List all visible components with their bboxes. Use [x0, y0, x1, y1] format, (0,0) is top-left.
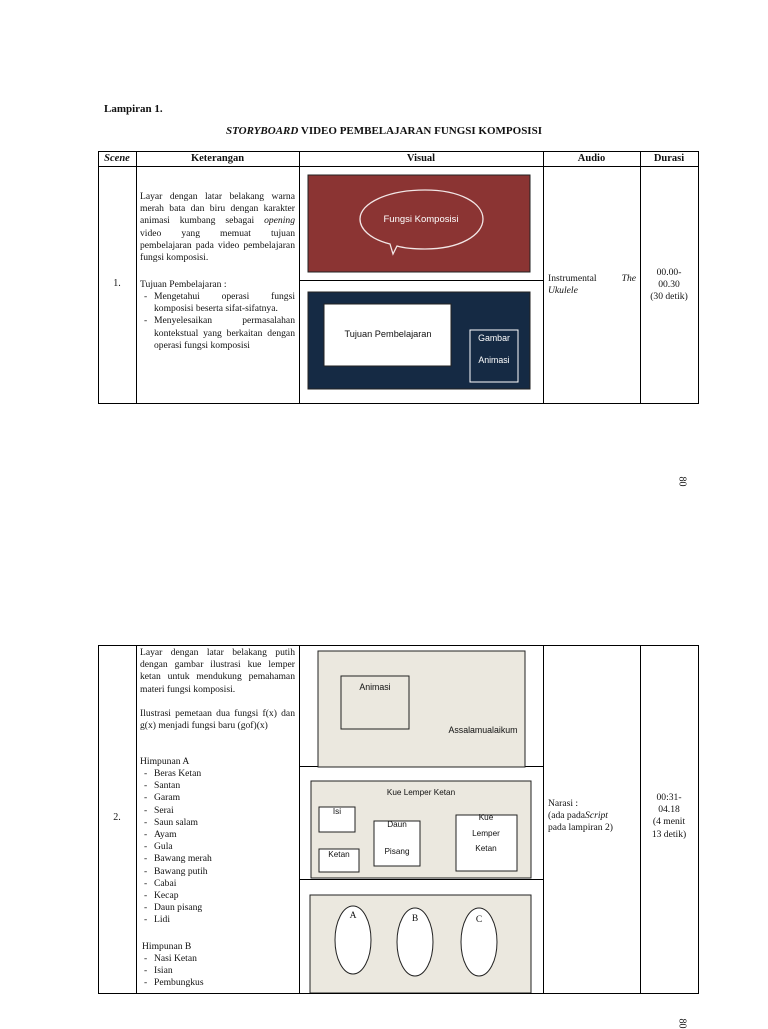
- himpunan-a-list: [140, 768, 295, 927]
- lampiran-label: Lampiran 1.: [104, 103, 163, 115]
- description-opening: opening: [264, 215, 295, 227]
- lemper-label: Lemper: [472, 829, 500, 838]
- bubble-text: Fungsi Komposisi: [383, 214, 459, 225]
- tujuan-heading: Tujuan Pembelajaran :: [140, 279, 227, 290]
- kue-lemper-title: Kue Lemper Ketan: [386, 788, 456, 797]
- list-item: - Beras Ketan: [140, 768, 295, 780]
- column-header-keterangan: Keterangan: [190, 153, 245, 164]
- durasi-text: 00.00- 00.30 (30 detik): [650, 267, 688, 303]
- tujuan-item: - Mengetahui operasi fungsi komposisi beserta sifat-sifatnya.: [140, 291, 295, 315]
- list-item: - Ayam: [140, 829, 295, 841]
- durasi-text: 00:31- 04.18 (4 menit 13 detik): [651, 792, 687, 840]
- column-header-scene: Scene: [104, 153, 130, 164]
- isi-label: Isi: [332, 807, 342, 816]
- list-item: - Daun pisang: [140, 902, 295, 914]
- kue-lemper-ketan-box: [456, 815, 517, 871]
- ilustrasi-text: Ilustrasi pemetaan dua fungsi f(x) dan g(x) menjadi fungsi baru (gof)(x): [140, 708, 295, 732]
- list-item: - Garam: [140, 792, 295, 804]
- column-header-visual: Visual: [406, 153, 436, 164]
- tujuan-list: [140, 291, 295, 352]
- pisang-label: Pisang: [384, 847, 410, 856]
- list-item: - Serai: [140, 805, 295, 817]
- document-title: [0, 125, 768, 137]
- description-text: Layar dengan latar belakang warna merah bata dan biru dengan karakter animasi kumbang sebagai: [140, 191, 295, 227]
- ketan-label: Ketan: [328, 850, 350, 859]
- narasi-lampiran: pada lampiran 2): [548, 822, 613, 834]
- list-item: - Kecap: [140, 890, 295, 902]
- scene1-visual: [300, 167, 543, 403]
- audio-instrumental: Instrumental: [548, 273, 622, 284]
- tujuan-item: - Menyelesaikan permasalahan kontekstual yang berkaitan dengan operasi fungsi komposisi: [140, 315, 295, 352]
- list-item: - Bawang putih: [140, 866, 295, 878]
- animasi-label: Animasi: [359, 682, 391, 692]
- column-header-durasi: Durasi: [653, 153, 685, 164]
- himpunan-b-heading: Himpunan B: [142, 941, 192, 952]
- list-item: - Gula: [140, 841, 295, 853]
- gambar-label: Gambar: [478, 333, 510, 343]
- title-rest: VIDEO PEMBELAJARAN FUNGSI KOMPOSISI: [298, 125, 542, 137]
- tujuan-box-label: Tujuan Pembelajaran: [344, 329, 432, 339]
- audio-title: The Ukulele: [548, 273, 636, 297]
- narasi-label: Narasi :: [548, 798, 579, 809]
- salam-text: Assalamualaikum: [448, 725, 518, 735]
- scene2-visual: [300, 646, 543, 993]
- list-item: - Pembungkus: [140, 977, 295, 989]
- oval-b-label: B: [411, 914, 419, 924]
- description-text-end: video yang memuat tujuan pembelajaran pada video pembelajaran fungsi komposisi.: [140, 227, 295, 264]
- list-item: - Santan: [140, 780, 295, 792]
- scene-number: 2.: [113, 812, 121, 823]
- list-item: - Isian: [140, 965, 295, 977]
- title-storyboard: STORYBOARD: [225, 125, 299, 137]
- ketan-label-2: Ketan: [475, 844, 497, 853]
- oval-c-label: C: [475, 915, 483, 925]
- list-item: - Cabai: [140, 878, 295, 890]
- scene-description: [140, 191, 295, 264]
- himpunan-a-heading: Himpunan A: [140, 756, 190, 767]
- list-item: - Bawang merah: [140, 853, 295, 865]
- kue-label: Kue: [478, 813, 494, 822]
- narasi-script-italic: Script: [585, 810, 608, 822]
- audio-text: [548, 273, 636, 297]
- narasi-script: [548, 810, 640, 822]
- list-item: - Saun salam: [140, 817, 295, 829]
- page-number-bottom: 80: [676, 1018, 688, 1029]
- list-item: - Nasi Ketan: [140, 953, 295, 965]
- animasi-label: Animasi: [478, 355, 510, 365]
- page-number: 80: [676, 476, 688, 487]
- list-item: - Lidi: [140, 914, 295, 926]
- narasi-ada: (ada pada: [548, 810, 586, 822]
- oval-a-label: A: [349, 911, 357, 921]
- scene-number: 1.: [113, 278, 121, 289]
- column-header-audio: Audio: [577, 153, 606, 164]
- daun-label: Daun: [387, 820, 407, 829]
- scene-description: Layar dengan latar belakang putih dengan gambar ilustrasi kue lemper ketan untuk mendukung pemahaman materi fungsi komposisi.: [140, 647, 295, 695]
- audio-text: [548, 798, 640, 835]
- himpunan-b-list: [140, 953, 295, 990]
